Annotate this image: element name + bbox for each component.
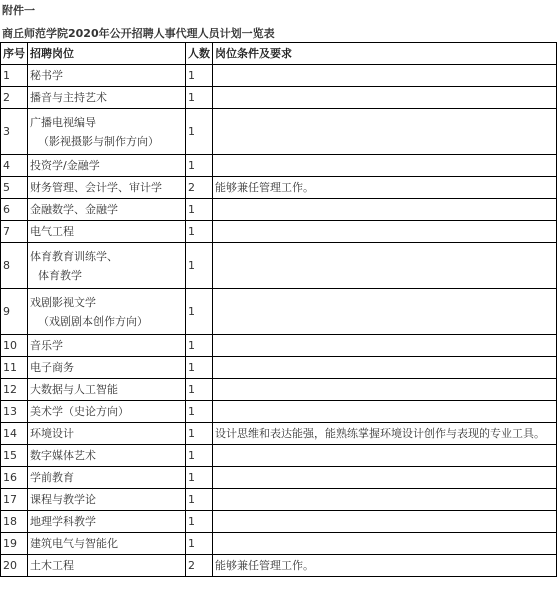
position-name: 电气工程 <box>30 225 74 238</box>
row-number: 15 <box>1 445 28 467</box>
row-number: 2 <box>1 87 28 109</box>
position-name: 大数据与人工智能 <box>30 383 118 396</box>
position-cell <box>28 109 186 155</box>
position-cell <box>28 155 186 177</box>
row-number: 16 <box>1 467 28 489</box>
position-cell <box>28 335 186 357</box>
headcount: 1 <box>186 511 213 533</box>
table-row <box>1 555 557 577</box>
row-number: 4 <box>1 155 28 177</box>
row-number: 1 <box>1 65 28 87</box>
position-cell <box>28 379 186 401</box>
requirements-cell <box>213 445 557 467</box>
row-number: 11 <box>1 357 28 379</box>
row-number: 14 <box>1 423 28 445</box>
row-number: 17 <box>1 489 28 511</box>
position-cell <box>28 221 186 243</box>
position-name: 土木工程 <box>30 559 74 572</box>
requirements-cell <box>213 221 557 243</box>
table-row <box>1 379 557 401</box>
attachment-label: 附件一 <box>2 4 35 17</box>
row-number: 8 <box>1 243 28 289</box>
position-name: 秘书学 <box>30 69 63 82</box>
table-row <box>1 199 557 221</box>
table-row <box>1 109 557 155</box>
position-subtitle: （戏剧剧本创作方向） <box>38 314 148 328</box>
position-cell <box>28 467 186 489</box>
table-header-row <box>1 43 557 65</box>
headcount: 1 <box>186 467 213 489</box>
requirements-cell <box>213 511 557 533</box>
headcount: 1 <box>186 155 213 177</box>
table-row <box>1 423 557 445</box>
position-cell <box>28 445 186 467</box>
requirements-cell <box>213 109 557 155</box>
position-name: 学前教育 <box>30 471 74 484</box>
position-name: 美术学（史论方向） <box>30 405 129 418</box>
row-number: 13 <box>1 401 28 423</box>
headcount: 1 <box>186 445 213 467</box>
table-row <box>1 87 557 109</box>
row-number: 18 <box>1 511 28 533</box>
table-row <box>1 289 557 335</box>
position-name: 环境设计 <box>30 427 74 440</box>
position-cell <box>28 199 186 221</box>
position-name: 地理学科教学 <box>30 515 96 528</box>
requirements-cell <box>213 155 557 177</box>
row-number: 7 <box>1 221 28 243</box>
table-row <box>1 467 557 489</box>
requirements-cell <box>213 357 557 379</box>
headcount: 1 <box>186 401 213 423</box>
position-name: 投资学/金融学 <box>30 159 100 172</box>
requirements-cell <box>213 289 557 335</box>
headcount: 1 <box>186 533 213 555</box>
position-name: 课程与教学论 <box>30 493 96 506</box>
headcount: 2 <box>186 177 213 199</box>
requirements-cell <box>213 199 557 221</box>
position-cell <box>28 65 186 87</box>
headcount: 1 <box>186 379 213 401</box>
position-name: 电子商务 <box>30 361 74 374</box>
headcount: 1 <box>186 489 213 511</box>
header-requirements: 岗位条件及要求 <box>213 43 557 65</box>
headcount: 1 <box>186 221 213 243</box>
row-number: 3 <box>1 109 28 155</box>
position-cell <box>28 177 186 199</box>
row-number: 20 <box>1 555 28 577</box>
requirements-cell <box>213 243 557 289</box>
position-cell <box>28 289 186 335</box>
table-row <box>1 221 557 243</box>
position-name: 数字媒体艺术 <box>30 449 96 462</box>
position-name: 体育教育训练学、 <box>30 249 118 263</box>
table-row <box>1 533 557 555</box>
table-row <box>1 445 557 467</box>
table-row <box>1 155 557 177</box>
headcount: 1 <box>186 199 213 221</box>
table-row <box>1 65 557 87</box>
headcount: 1 <box>186 335 213 357</box>
row-number: 6 <box>1 199 28 221</box>
headcount: 1 <box>186 65 213 87</box>
headcount: 1 <box>186 109 213 155</box>
headcount: 2 <box>186 555 213 577</box>
position-cell <box>28 243 186 289</box>
requirements-cell <box>213 335 557 357</box>
position-name: 播音与主持艺术 <box>30 91 107 104</box>
row-number: 12 <box>1 379 28 401</box>
recruitment-plan-table <box>0 42 557 577</box>
position-cell <box>28 489 186 511</box>
document-title: 商丘师范学院2020年公开招聘人事代理人员计划一览表 <box>2 27 275 40</box>
requirements-cell <box>213 65 557 87</box>
requirements-cell <box>213 533 557 555</box>
headcount: 1 <box>186 87 213 109</box>
requirements-cell <box>213 87 557 109</box>
row-number: 9 <box>1 289 28 335</box>
row-number: 5 <box>1 177 28 199</box>
position-cell <box>28 357 186 379</box>
table-body <box>1 65 557 577</box>
headcount: 1 <box>186 423 213 445</box>
position-name: 金融数学、金融学 <box>30 203 118 216</box>
position-cell <box>28 423 186 445</box>
table-row <box>1 489 557 511</box>
table-row <box>1 177 557 199</box>
table-row <box>1 511 557 533</box>
requirements-cell <box>213 379 557 401</box>
position-cell <box>28 555 186 577</box>
table-row <box>1 357 557 379</box>
requirements-cell <box>213 489 557 511</box>
position-cell <box>28 511 186 533</box>
headcount: 1 <box>186 289 213 335</box>
position-cell <box>28 533 186 555</box>
requirements-cell: 设计思维和表达能强，能熟练掌握环境设计创作与表现的专业工具。 <box>213 423 557 445</box>
header-count: 人数 <box>186 43 213 65</box>
headcount: 1 <box>186 243 213 289</box>
requirements-cell: 能够兼任管理工作。 <box>213 555 557 577</box>
row-number: 19 <box>1 533 28 555</box>
position-subtitle: 体育教学 <box>38 268 82 282</box>
header-position: 招聘岗位 <box>28 43 186 65</box>
position-cell <box>28 87 186 109</box>
position-name: 建筑电气与智能化 <box>30 537 118 550</box>
position-name: 广播电视编导 <box>30 115 96 129</box>
position-name: 音乐学 <box>30 339 63 352</box>
position-cell <box>28 401 186 423</box>
position-name: 戏剧影视文学 <box>30 295 96 309</box>
requirements-cell <box>213 401 557 423</box>
position-subtitle: （影视摄影与制作方向） <box>38 134 159 148</box>
position-name: 财务管理、会计学、审计学 <box>30 181 162 194</box>
requirements-cell <box>213 467 557 489</box>
table-row <box>1 401 557 423</box>
headcount: 1 <box>186 357 213 379</box>
table-row <box>1 243 557 289</box>
row-number: 10 <box>1 335 28 357</box>
table-row <box>1 335 557 357</box>
header-no: 序号 <box>1 43 28 65</box>
requirements-cell: 能够兼任管理工作。 <box>213 177 557 199</box>
